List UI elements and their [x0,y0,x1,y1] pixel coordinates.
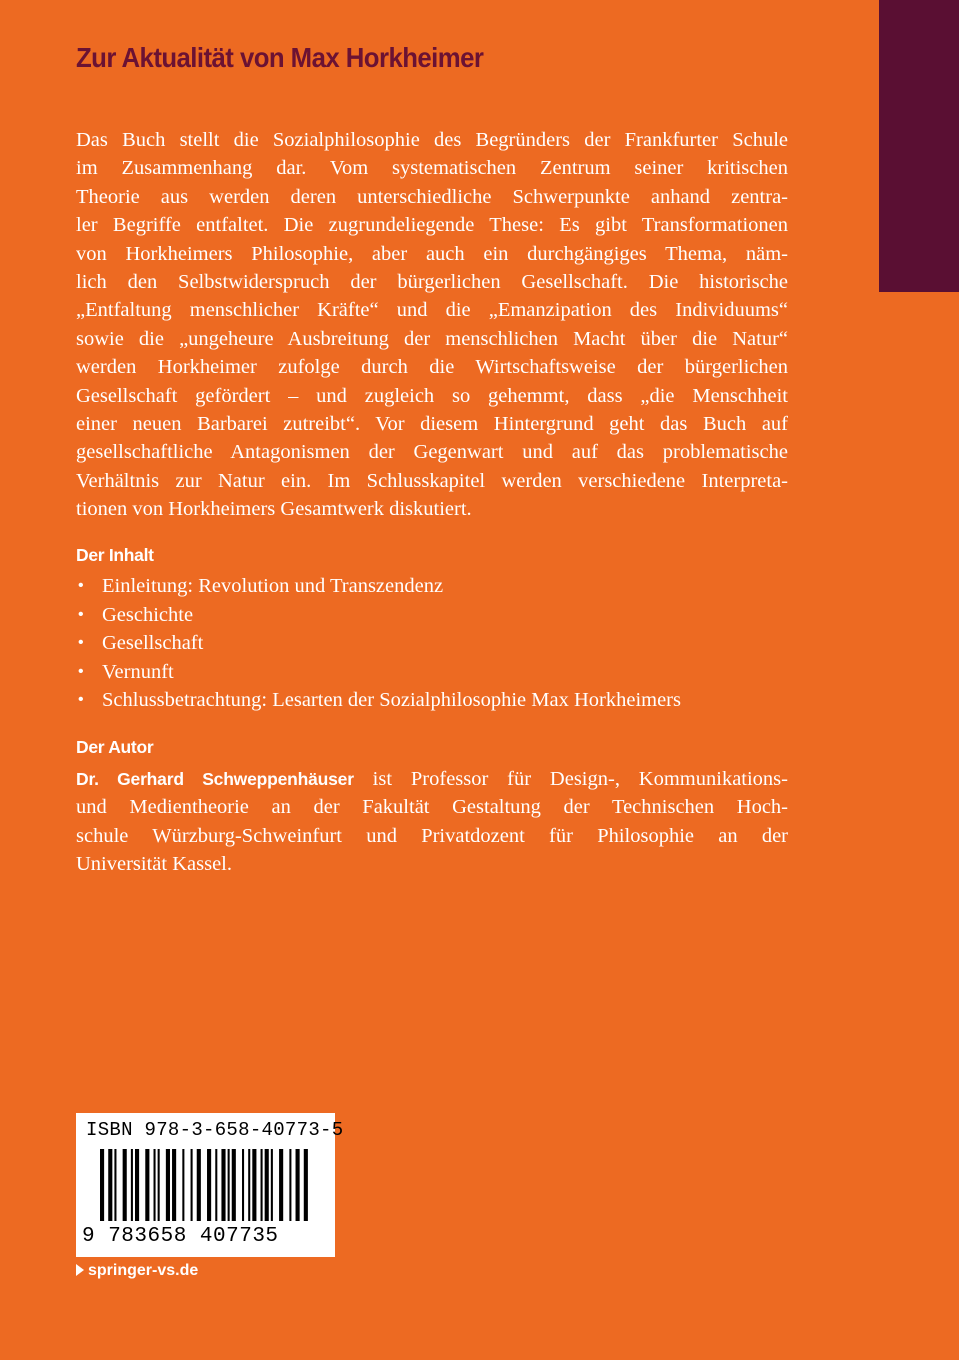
author-name: Dr. Gerhard Schweppenhäuser [76,769,354,789]
bullet-icon: • [78,691,84,709]
publisher-label: springer-vs.de [88,1262,199,1279]
list-item [76,572,681,601]
list-item-label: Vernunft [102,660,174,683]
isbn-label: ISBN 978-3-658-40773-5 [86,1119,344,1141]
isbn-barcode-box [76,1113,344,1257]
publisher-link[interactable] [76,1262,198,1280]
list-item [76,601,681,630]
blurb-line: sowie die „ungeheure Ausbreitung der menschlichen Macht über die Natur“ [76,327,788,350]
blurb-line: von Horkheimers Philosophie, aber auch ein durchgängiges Thema, näm- [76,242,788,265]
list-item-label: Schlussbetrachtung: Lesarten der Sozialphilosophie Max Horkheimers [102,689,681,712]
contents-list [76,572,681,715]
author-bio-line [76,765,788,793]
author-heading: Der Autor [76,737,154,757]
book-title: Zur Aktualität von Max Horkheimer [76,42,484,73]
bullet-icon: • [78,577,84,594]
blurb-line: lich den Selbstwiderspruch der bürgerlichen Gesellschaft. Die historische [76,271,788,294]
author-bio-line: und Medientheorie an der Fakultät Gestaltung der Technischen Hoch- [76,796,788,819]
author-bio-line: Universität Kassel. [76,853,232,876]
list-item [76,658,681,687]
bullet-icon: • [78,634,84,652]
blurb-line: Das Buch stellt die Sozialphilosophie des Begründers der Frankfurter Schule [76,129,788,151]
blurb-line: im Zusammenhang dar. Vom systematischen Zentrum seiner kritischen [76,157,788,180]
author-bio [76,765,788,879]
blurb-line: „Entfaltung menschlicher Kräfte“ und die „Emanzipation des Individuums“ [76,299,788,322]
bullet-icon: • [78,605,84,623]
blurb-line: gesellschaftliche Antagonismen der Gegenwart und auf das problematische [76,441,788,464]
list-item-label: Gesellschaft [102,632,204,655]
author-bio-text: ist Professor für Design-, Kommunikations- [353,768,788,790]
arrow-right-icon [76,1264,84,1276]
blurb-line: tionen von Horkheimers Gesamtwerk diskutiert. [76,498,472,521]
author-bio-line: schule Würzburg-Schweinfurt und Privatdozent für Philosophie an der [76,824,788,847]
list-item [76,686,681,715]
list-item-label: Einleitung: Revolution und Transzendenz [102,575,444,597]
blurb [76,126,788,524]
list-item [76,629,681,658]
blurb-line: ler Begriffe entfaltet. Die zugrundeliegende These: Es gibt Transformationen [76,214,788,237]
accent-bar [879,0,959,292]
blurb-line: Verhältnis zur Natur ein. Im Schlusskapitel werden verschiedene Interpreta- [76,469,788,492]
blurb-line: Gesellschaft gefördert – und zugleich so gehemmt, dass „die Menschheit [76,384,788,407]
barcode-digits: 9 783658 407735 [82,1225,279,1248]
contents-heading: Der Inhalt [76,545,154,565]
blurb-line: Theorie aus werden deren unterschiedliche Schwerpunkte anhand zentra- [76,185,788,208]
list-item-label: Geschichte [102,603,194,626]
blurb-line: werden Horkheimer zufolge durch die Wirtschaftsweise der bürgerlichen [76,356,788,379]
blurb-line: einer neuen Barbarei zutreibt“. Vor diesem Hintergrund geht das Buch auf [76,413,788,436]
bullet-icon: • [78,662,84,680]
